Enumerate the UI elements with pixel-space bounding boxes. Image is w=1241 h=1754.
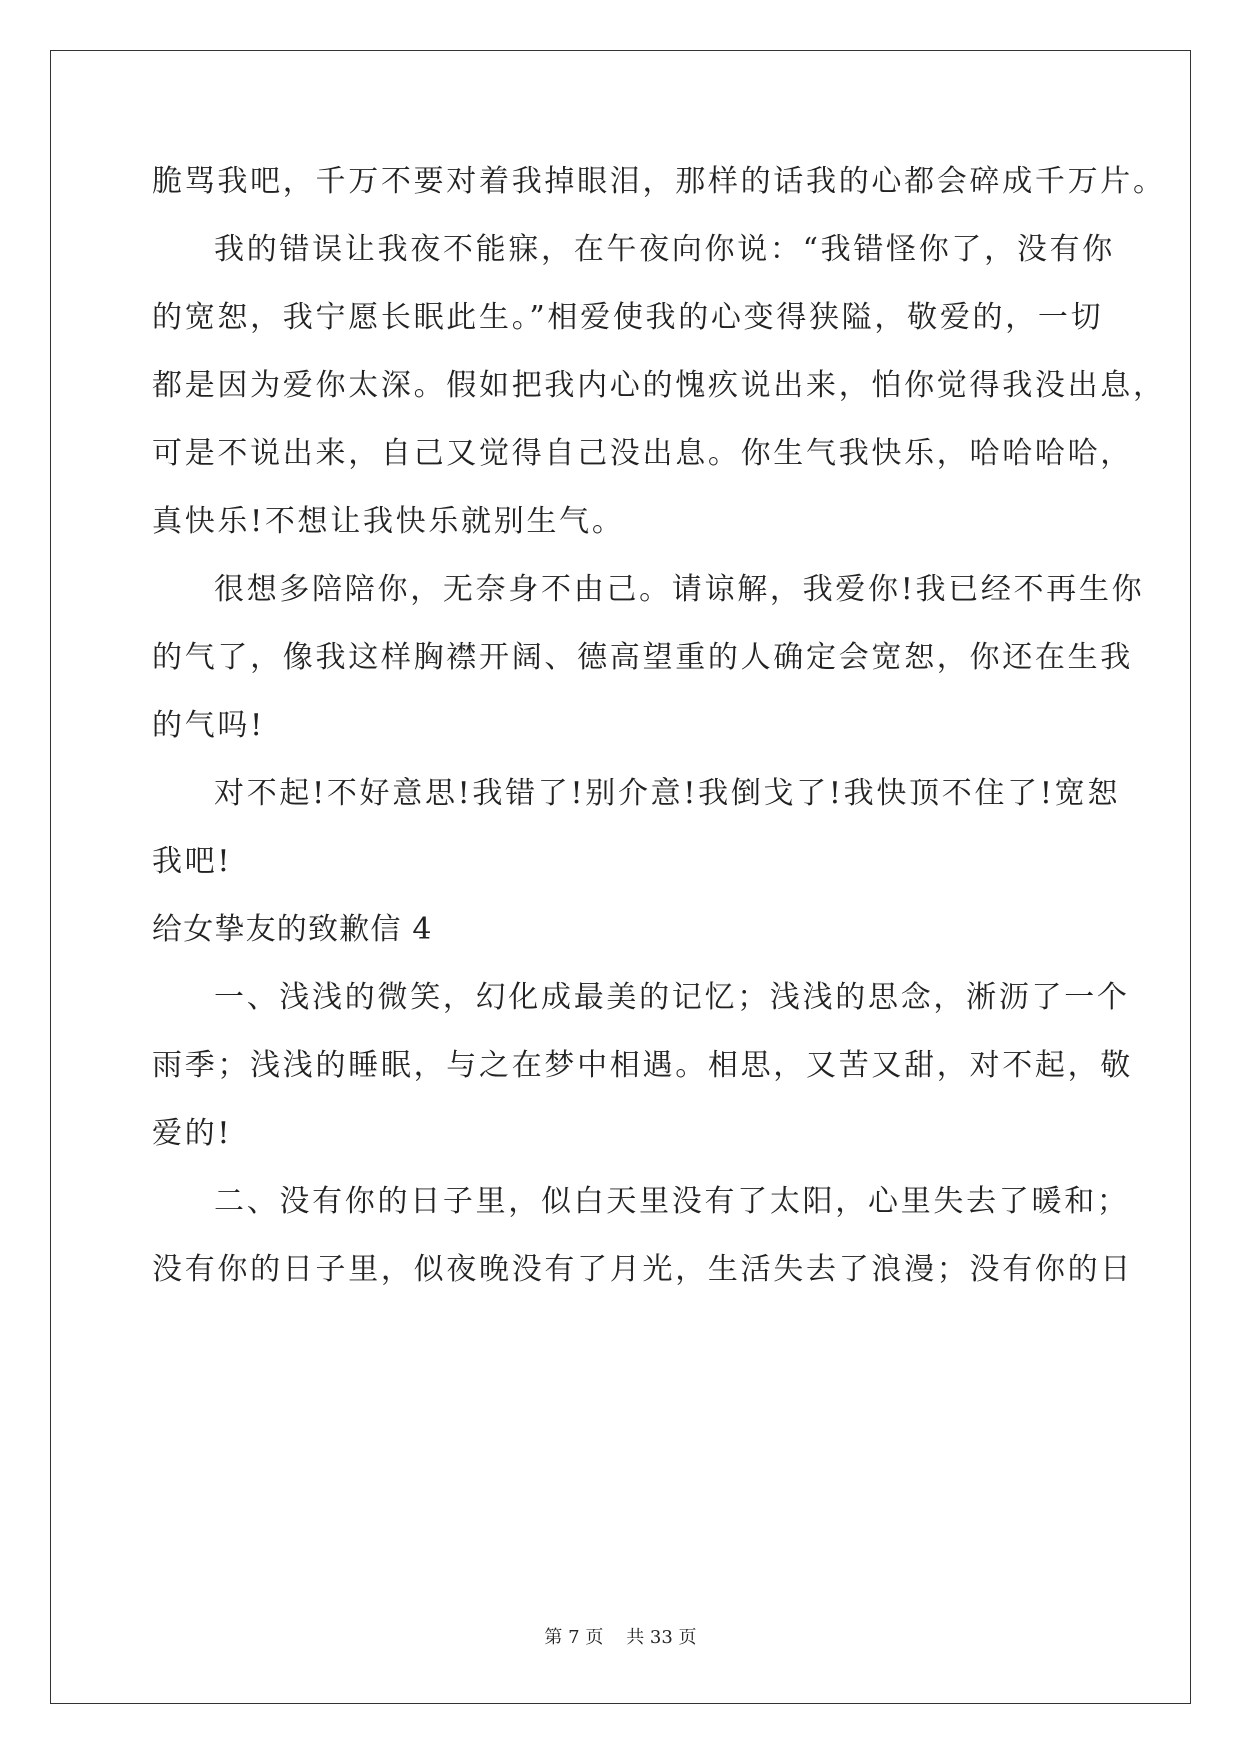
section-heading: 给女挚友的致歉信 4: [152, 912, 433, 947]
paragraph-first-line: 对不起!不好意思!我错了!别介意!我倒戈了!我快顶不住了!宽恕: [214, 776, 1121, 811]
text-line: 爱的!: [152, 1116, 233, 1151]
text-line: 脆骂我吧，千万不要对着我掉眼泪，那样的话我的心都会碎成千万片。: [152, 164, 1166, 199]
text-line: 没有你的日子里，似夜晚没有了月光，生活失去了浪漫；没有你的日: [152, 1252, 1133, 1287]
text-line: 都是因为爱你太深。假如把我内心的愧疚说出来，怕你觉得我没出息，: [152, 368, 1166, 403]
paragraph-first-line: 我的错误让我夜不能寐，在午夜向你说：“我错怪你了，没有你: [214, 232, 1115, 267]
text-line: 的宽恕，我宁愿长眠此生。”相爱使我的心变得狭隘，敬爱的，一切: [152, 300, 1104, 335]
paragraph-first-line: 很想多陪陪你，无奈身不由己。请谅解，我爱你!我已经不再生你: [214, 572, 1145, 607]
text-line: 雨季；浅浅的睡眠，与之在梦中相遇。相思，又苦又甜，对不起，敬: [152, 1048, 1133, 1083]
text-line: 我吧!: [152, 844, 233, 879]
paragraph-first-line: 二、没有你的日子里，似白天里没有了太阳，心里失去了暖和；: [214, 1184, 1130, 1219]
text-line: 可是不说出来，自己又觉得自己没出息。你生气我快乐，哈哈哈哈，: [152, 436, 1133, 471]
text-line: 真快乐!不想让我快乐就别生气。: [152, 504, 625, 539]
paragraph-first-line: 一、浅浅的微笑，幻化成最美的记忆；浅浅的思念，淅沥了一个: [214, 980, 1130, 1015]
text-line: 的气吗!: [152, 708, 265, 743]
page-number-footer: 第 7 页 共 33 页: [544, 1627, 697, 1648]
text-line: 的气了，像我这样胸襟开阔、德高望重的人确定会宽恕，你还在生我: [152, 640, 1133, 675]
